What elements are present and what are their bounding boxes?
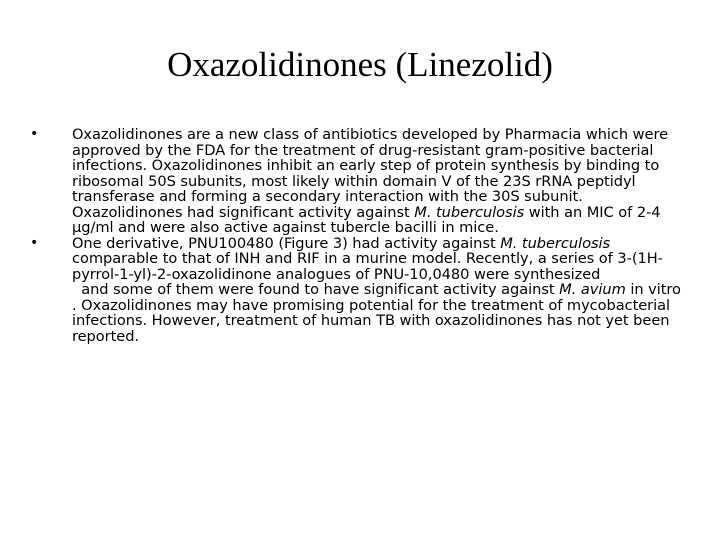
bullet-item [30, 236, 685, 345]
bullet-text: One derivative, PNU100480 (Figure 3) had activity against [72, 234, 501, 252]
bullet-item [30, 127, 685, 236]
bullet-list [30, 127, 685, 344]
slide-title: Oxazolidinones (Linezolid) [167, 45, 553, 84]
bullet-text: Oxazolidinones are a new class of antibiotics developed by Pharmacia which were approved by the FDA for the treatment of drug-resistant gram-positive bacterial infections. Oxazolidinones inhibit an early step of protein synthesis by binding to ribosomal 50S subunits, most likely within domain V of the 23S rRNA peptidyl transferase and forming a secondary interaction with the 30S subunit. Oxazolidinones had significant activity against [72, 126, 669, 221]
organism-name: M. tuberculosis [500, 234, 611, 252]
organism-name: M. tuberculosis [414, 203, 525, 221]
bullet-marker: • [30, 126, 39, 142]
organism-name: M. avium [559, 281, 626, 298]
bullet-text: in vitro . Oxazolidinones may have promising potential for the treatment of mycobacterial infections. However, treatment of human TB with oxazolidinones has not yet been reported. [72, 281, 681, 345]
bullet-text: and some of them were found to have significant activity against [81, 281, 560, 298]
bullet-text: comparable to that of INH and RIF in a murine model. Recently, a series of 3-(1H-pyrrol-1-yl)-2-oxazolidinone analogues of PNU-10,0480 were synthesized [72, 250, 663, 283]
bullet-text: with an MIC of 2-4 μg/ml and were also active against tubercle bacilli in mice. [72, 203, 661, 236]
bullet-marker: • [30, 234, 39, 251]
